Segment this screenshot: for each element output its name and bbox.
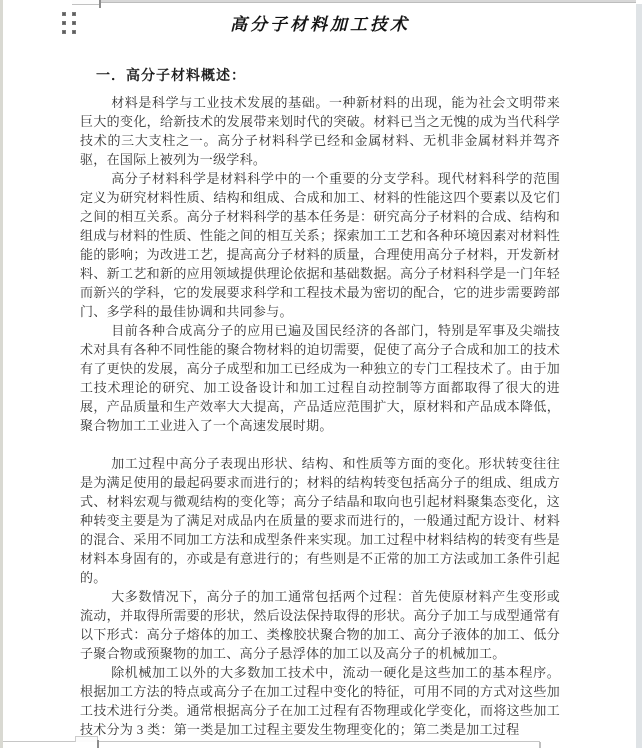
text-boundary-tick-bottom <box>97 740 99 748</box>
document-title[interactable]: 高分子材料加工技术 <box>230 15 410 34</box>
body-paragraph[interactable]: 大多数情况下，高分子的加工通常包括两个过程：首先使原材料产生变形或流动，并取得所需要的形状，然后设法保持取得的形状。高分子加工与成型通常有以下形式：高分子熔体的加工、类橡胶状聚合物的加工、高分子液体的加工、低分子聚合物或预聚物的加工、高分子悬浮体的加工以及高分子的机械加工。 <box>80 589 560 661</box>
page-edge-right <box>636 4 642 748</box>
section-heading[interactable]: 一．高分子材料概述： <box>96 69 246 84</box>
text-boundary-tick-bottom-right <box>539 742 541 748</box>
drag-handle-icon[interactable] <box>62 12 76 34</box>
body-paragraph[interactable]: 加工过程中高分子表现出形状、结构、和性质等方面的变化。形状转变往往是为满足使用的最起码要求而进行的；材料的结构转变包括高分子的组成、组成方式、材料宏观与微观结构的变化等；高分子结晶和取向也引起材料聚集态变化，这种转变主要是为了满足对成品内在质量的要求而进行的，一般通过配方设计、材料的混合、采用不同加工方法和成型条件来实现。加工过程中材料结构的转变有些是材料本身固有的，亦或是有意进行的；有些则是不正常的加工方法或加工条件引起的。 <box>80 456 560 585</box>
text-boundary-tick-top <box>99 0 101 8</box>
page-edge-left <box>0 0 3 748</box>
body-paragraph[interactable]: 高分子材料科学是材料科学中的一个重要的分支学科。现代材料科学的范围定义为研究材料性质、结构和组成、合成和加工、材料的性能这四个要素以及它们之间的相互关系。高分子材料科学的基本任务是：研究高分子材料的合成、结构和组成与材料的性质、性能之间的相互关系；探索加工工艺和各种环境因素对材料性能的影响；为改进工艺，提高高分子材料的质量，合理使用高分子材料，开发新材料、新工艺和新的应用领域提供理论依据和基础数据。高分子材料科学是一门年轻而新兴的学科，它的发展要求科学和工程技术最为密切的配合，它的进步需要跨部门、多学科的最佳协调和共同参与。 <box>80 171 560 319</box>
text-boundary-notch-top <box>72 0 100 5</box>
body-paragraph[interactable]: 材料是科学与工业技术发展的基础。一种新材料的出现，能为社会文明带来巨大的变化，给新技术的发展带来划时代的突破。材料已当之无愧的成为当代科学技术的三大支柱之一。高分子材料科学已经和金属材料、无机非金属材料并驾齐驱，在国际上被列为一级学科。 <box>80 95 560 167</box>
body-paragraph[interactable]: 目前各种合成高分子的应用已遍及国民经济的各部门，特别是军事及尖端技术对具有各种不同性能的聚合物材料的迫切需要，促使了高分子合成和加工的技术有了更快的发展，高分子成型和加工已经成为一种独立的专门工程技术了。由于加工技术理论的研究、加工设备设计和加工过程自动控制等方面都取得了很大的进展，产品质量和生产效率大大提高，产品适应范围扩大，原材料和产品成本降低，聚合物加工工业进入了一个高速发展时期。 <box>80 323 560 433</box>
document-page <box>80 8 560 739</box>
document-body <box>80 93 560 739</box>
body-paragraph[interactable]: 除机械加工以外的大多数加工技术中，流动一硬化是这些加工的基本程序。根据加工方法的特点或高分子在加工过程中变化的特征，可用不同的方式对这些加工技术进行分类。通常根据高分子在加工过程有否物理或化学变化，而将这些加工技术分为 3 类：第一类是加工过程主要发生物理变化的；第二类是加工过程 <box>80 665 560 737</box>
page-top-strip <box>100 0 636 3</box>
